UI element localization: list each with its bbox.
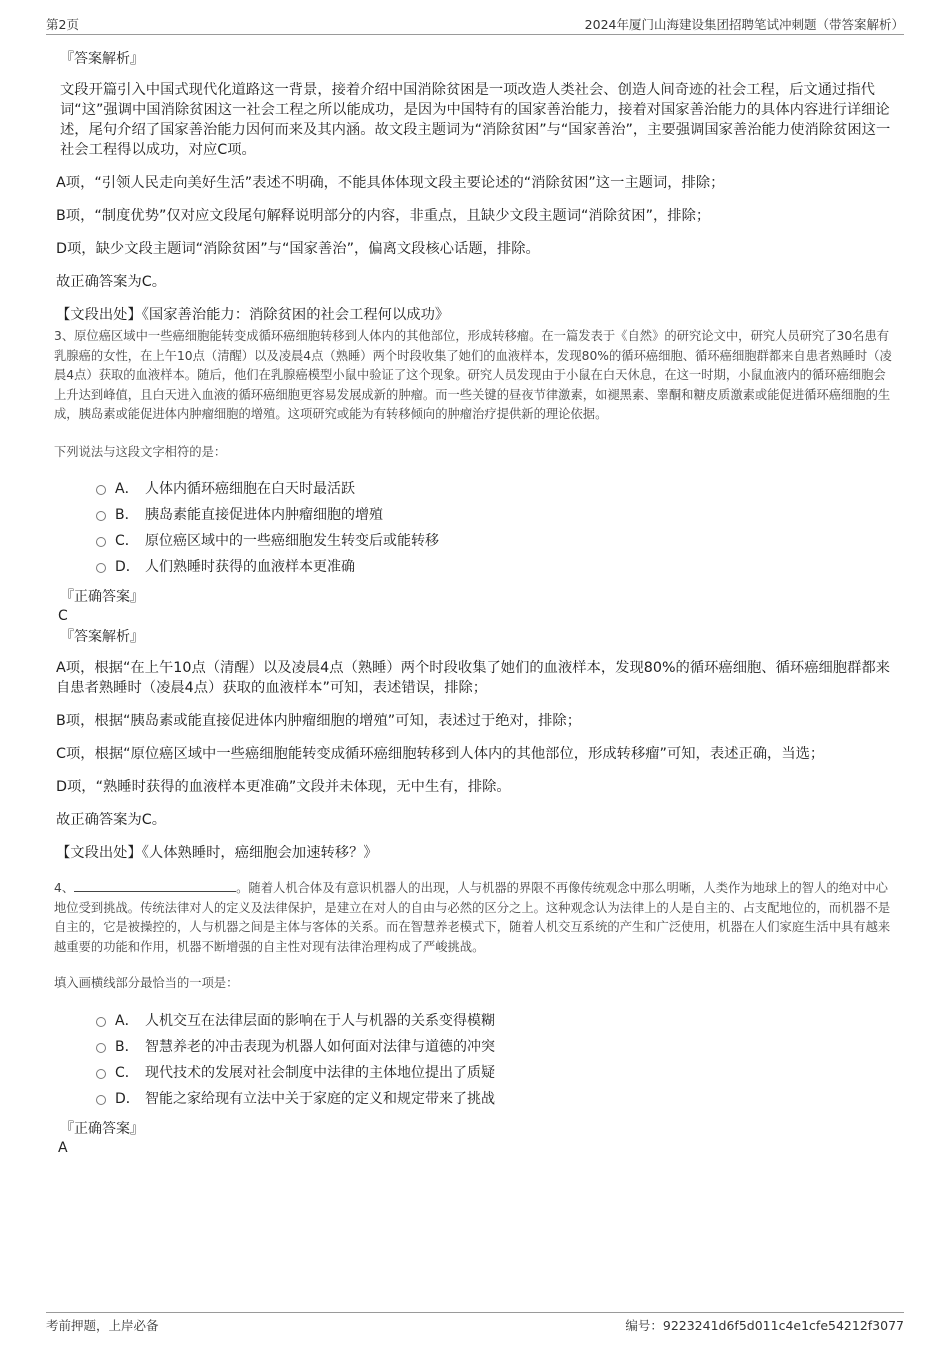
analysis-heading: 『答案解析』 bbox=[60, 629, 144, 645]
answer-value: C bbox=[58, 608, 68, 624]
answer-heading: 『正确答案』 bbox=[60, 1120, 144, 1137]
fill-blank bbox=[74, 880, 236, 892]
analysis-option-b: B项，“制度优势”仅对应文段尾句解释说明部分的内容，非重点，且缺少文段主题词“消除贫困”，排除； bbox=[56, 208, 711, 224]
option-list bbox=[96, 476, 892, 580]
document-body bbox=[56, 44, 892, 1156]
analysis-heading: 『答案解析』 bbox=[60, 51, 144, 67]
radio-icon[interactable] bbox=[96, 1069, 106, 1079]
radio-icon[interactable] bbox=[96, 1095, 106, 1105]
radio-icon[interactable] bbox=[96, 537, 106, 547]
radio-icon[interactable] bbox=[96, 1043, 106, 1053]
option-b[interactable]: B． 胰岛素能直接促进体内肿瘤细胞的增殖 bbox=[96, 502, 892, 528]
conclusion: 故正确答案为C。 bbox=[56, 812, 167, 828]
source: 【文段出处】《人体熟睡时，癌细胞会加速转移？》 bbox=[56, 845, 378, 861]
analysis-option-a: A项，“引领人民走向美好生活”表述不明确，不能具体体现文段主要论述的“消除贫困”这一主题词，排除； bbox=[56, 175, 725, 191]
analysis-option-a: A项，根据“在上午10点（清醒）以及凌晨4点（熟睡）两个时段收集了她们的血液样本，发现80%的循环癌细胞、循环癌细胞群都来自患者熟睡时（凌晨4点）获取的血液样本”可知，表述错误，排除； bbox=[56, 660, 890, 696]
document-title: 2024年厦门山海建设集团招聘笔试冲刺题（带答案解析） bbox=[584, 17, 904, 32]
option-b[interactable]: B． 智慧养老的冲击表现为机器人如何面对法律与道德的冲突 bbox=[96, 1034, 892, 1060]
option-d[interactable]: D． 人们熟睡时获得的血液样本更准确 bbox=[96, 554, 892, 580]
option-list bbox=[96, 1008, 892, 1112]
radio-icon[interactable] bbox=[96, 511, 106, 521]
conclusion: 故正确答案为C。 bbox=[56, 274, 167, 290]
question-number: 4、 bbox=[54, 881, 75, 895]
radio-icon[interactable] bbox=[96, 1017, 106, 1027]
option-c[interactable]: C． 原位癌区域中的一些癌细胞发生转变后或能转移 bbox=[96, 528, 892, 554]
passage-text: 。随着人机合体及有意识机器人的出现，人与机器的界限不再像传统观念中那么明晰，人类作为地球上的智人的绝对中心地位受到挑战。传统法律对人的定义及法律保护，是建立在对人的自由与必然的区分之上。这种观念认为法律上的人是自主的、占支配地位的，而机器不是自主的，它是被操控的，人与机器之间是主体与客体的关系。而在智慧养老模式下，随着人机交互系统的产生和广泛使用，机器在人们家庭生活中具有越来越重要的功能和作用，机器不断增强的自主性对现有法律治理构成了严峻挑战。 bbox=[54, 881, 891, 954]
answer-heading: 『正确答案』 bbox=[60, 589, 144, 605]
page-number: 第2页 bbox=[46, 17, 79, 32]
source: 【文段出处】《国家善治能力：消除贫困的社会工程何以成功》 bbox=[56, 307, 450, 323]
question-passage bbox=[54, 879, 892, 957]
option-d[interactable]: D． 智能之家给现有立法中关于家庭的定义和规定带来了挑战 bbox=[96, 1086, 892, 1112]
radio-icon[interactable] bbox=[96, 563, 106, 573]
analysis-option-d: D项，“熟睡时获得的血液样本更准确”文段并未体现，无中生有，排除。 bbox=[56, 779, 511, 795]
radio-icon[interactable] bbox=[96, 485, 106, 495]
option-a[interactable]: A． 人机交互在法律层面的影响在于人与机器的关系变得模糊 bbox=[96, 1008, 892, 1034]
answer-value: A bbox=[58, 1139, 68, 1156]
analysis-option-c: C项，根据“原位癌区域中一些癌细胞能转变成循环癌细胞转移到人体内的其他部位，形成转移瘤”可知，表述正确，当选； bbox=[56, 746, 825, 762]
analysis-option-d: D项，缺少文段主题词“消除贫困”与“国家善治”，偏离文段核心话题，排除。 bbox=[56, 241, 540, 257]
option-a[interactable]: A． 人体内循环癌细胞在白天时最活跃 bbox=[96, 476, 892, 502]
footer-slogan: 考前押题，上岸必备 bbox=[46, 1318, 159, 1333]
question-prompt: 填入画横线部分最恰当的一项是： bbox=[54, 976, 239, 990]
page-header bbox=[46, 12, 904, 35]
option-c[interactable]: C． 现代技术的发展对社会制度中法律的主体地位提出了质疑 bbox=[96, 1060, 892, 1086]
document-id: 编号：9223241d6f5d011c4e1cfe54212f3077 bbox=[625, 1318, 904, 1333]
analysis-option-b: B项，根据“胰岛素或能直接促进体内肿瘤细胞的增殖”可知，表述过于绝对，排除； bbox=[56, 713, 582, 729]
analysis-text: 文段开篇引入中国式现代化道路这一背景，接着介绍中国消除贫困是一项改造人类社会、创造人间奇迹的社会工程，后文通过指代词“这”强调中国消除贫困这一社会工程之所以能成功，是因为中国特有的国家善治能力，接着对国家善治能力的具体内容进行详细论述，尾句介绍了国家善治能力因何而来及其内涵。故文段主题词为“消除贫困”与“国家善治”，主要强调国家善治能力使消除贫困这一社会工程得以成功，对应C项。 bbox=[60, 82, 891, 158]
question-prompt: 下列说法与这段文字相符的是： bbox=[54, 444, 227, 459]
page-footer bbox=[46, 1312, 904, 1335]
question-passage: 3、原位癌区域中一些癌细胞能转变成循环癌细胞转移到人体内的其他部位，形成转移瘤。在一篇发表于《自然》的研究论文中，研究人员研究了30名患有乳腺癌的女性，在上午10点（清醒）以及凌晨4点（熟睡）两个时段收集了她们的血液样本，发现80%的循环癌细胞、循环癌细胞群都来自患者熟睡时（凌晨4点）获取的血液样本。随后，他们在乳腺癌模型小鼠中验证了这个现象。研究人员发现由于小鼠在白天休息，在这一时期，小鼠血液内的循环癌细胞会上升达到峰值，且白天进入血液的循环癌细胞更容易发展成新的肿瘤。而一些关键的昼夜节律激素，如褪黑素、睾酮和糖皮质激素或能促进循环癌细胞的生成，胰岛素或能促进体内肿瘤细胞的增殖。这项研究或能为有转移倾向的肿瘤治疗提供新的理论依据。 bbox=[54, 329, 892, 421]
